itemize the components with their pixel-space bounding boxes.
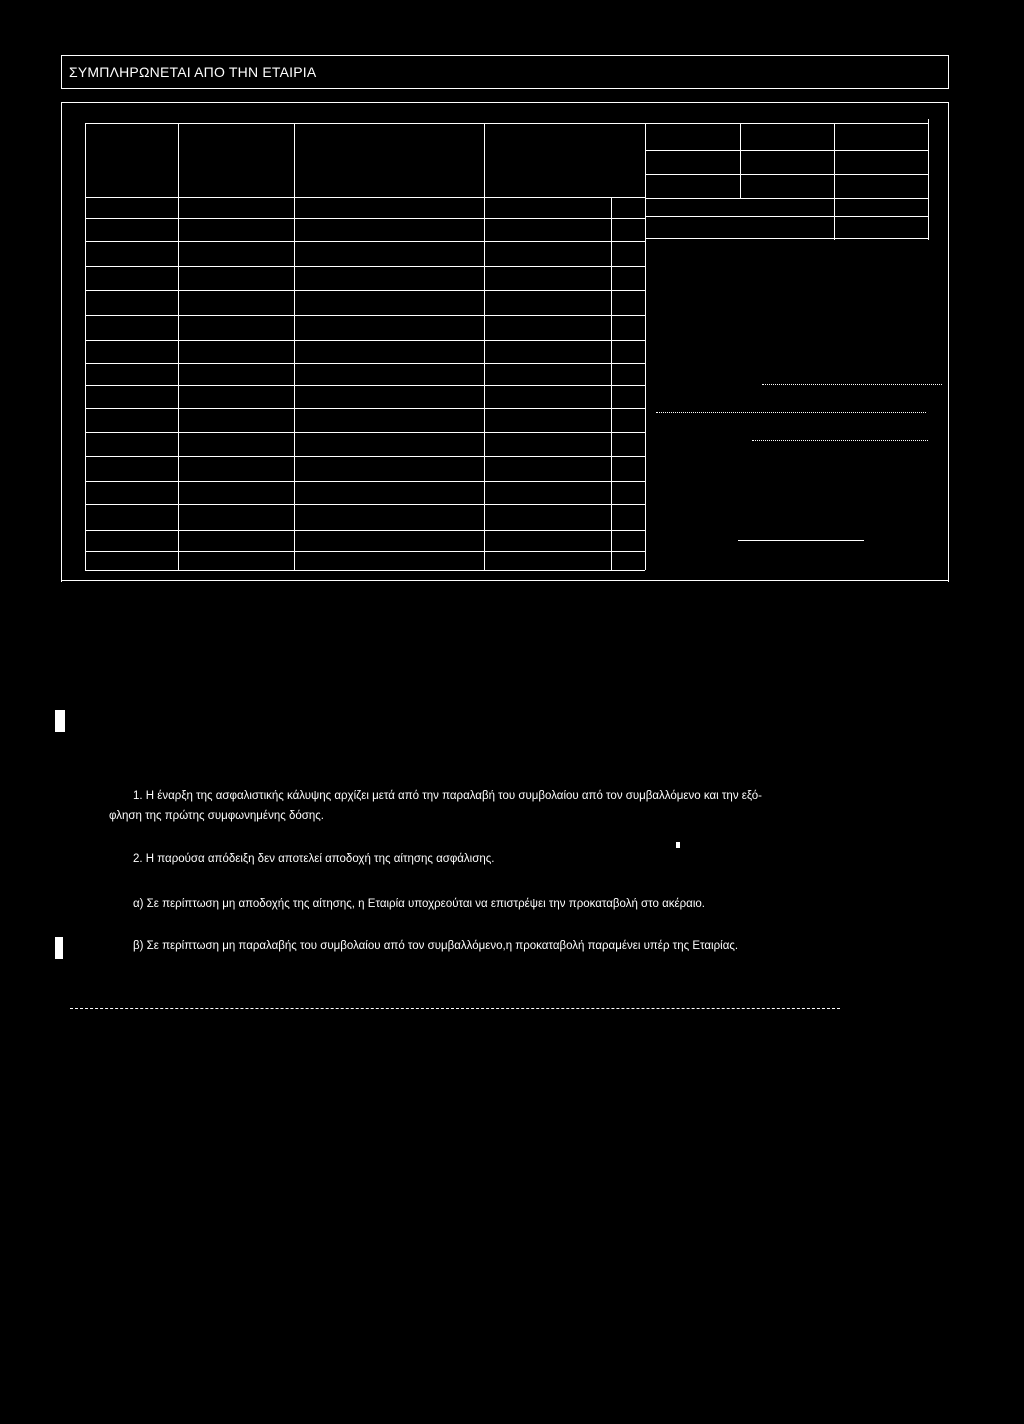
note-1-line-2: φληση της πρώτης συμφωνημένης δόσης.: [109, 810, 324, 822]
note-2b: β) Σε περίπτωση μη παραλαβής του συμβολαίου από τον συμβαλλόμενο,η προκαταβολή παραμένει υπέρ της Εταιρίας.: [133, 940, 739, 952]
grid-line: [85, 408, 645, 409]
grid-line: [928, 119, 929, 240]
stray-mark: [676, 842, 680, 848]
grid-line: [85, 123, 86, 570]
grid-line: [85, 363, 645, 364]
grid-line: [85, 315, 645, 316]
grid-line: [484, 123, 485, 570]
grid-line: [85, 504, 645, 505]
grid-line: [85, 290, 645, 291]
header-box: [61, 55, 949, 89]
bottom-dashed-line: [70, 1008, 840, 1009]
grid-line: [85, 481, 645, 482]
grid-line: [85, 218, 645, 219]
grid-line: [85, 197, 645, 198]
grid-line: [85, 266, 645, 267]
dotted-field-1[interactable]: [762, 384, 942, 385]
note-2: 2. Η παρούσα απόδειξη δεν αποτελεί αποδοχή της αίτησης ασφάλισης.: [133, 853, 495, 865]
grid-line: [85, 340, 645, 341]
grid-line: [85, 456, 645, 457]
grid-line: [645, 123, 928, 124]
grid-line: [645, 150, 928, 151]
grid-line: [645, 174, 928, 175]
signature-line[interactable]: [738, 540, 864, 541]
grid-line: [85, 432, 645, 433]
grid-line: [645, 216, 928, 217]
section-title: ΣΥΜΠΛΗΡΩΝΕΤΑΙ ΑΠΟ ΤΗΝ ΕΤΑΙΡΙΑ: [69, 64, 317, 80]
grid-line: [85, 385, 645, 386]
grid-line: [611, 197, 612, 570]
dotted-field-3[interactable]: [752, 440, 928, 441]
grid-line: [85, 530, 645, 531]
grid-line: [85, 551, 645, 552]
grid-line: [294, 123, 295, 570]
grid-line: [85, 241, 645, 242]
grid-line: [740, 123, 741, 198]
grid-line: [85, 123, 645, 124]
grid-line: [834, 123, 835, 240]
grid-line: [178, 123, 179, 570]
grid-line: [85, 570, 645, 571]
margin-marker: [55, 937, 63, 959]
grid-line: [645, 123, 646, 570]
margin-marker: [55, 710, 65, 732]
note-2a: α) Σε περίπτωση μη αποδοχής της αίτησης, η Εταιρία υποχρεούται να επιστρέψει την προκαταβολή στο ακέραιο.: [133, 898, 705, 910]
note-1-line-1: 1. Η έναρξη της ασφαλιστικής κάλυψης αρχίζει μετά από την παραλαβή του συμβολαίου από τον συμβαλλόμενο και την εξό-: [133, 790, 762, 802]
grid-line: [645, 238, 928, 239]
dotted-field-2[interactable]: [656, 412, 926, 413]
grid-line: [645, 198, 928, 199]
grid-line: [61, 580, 949, 581]
